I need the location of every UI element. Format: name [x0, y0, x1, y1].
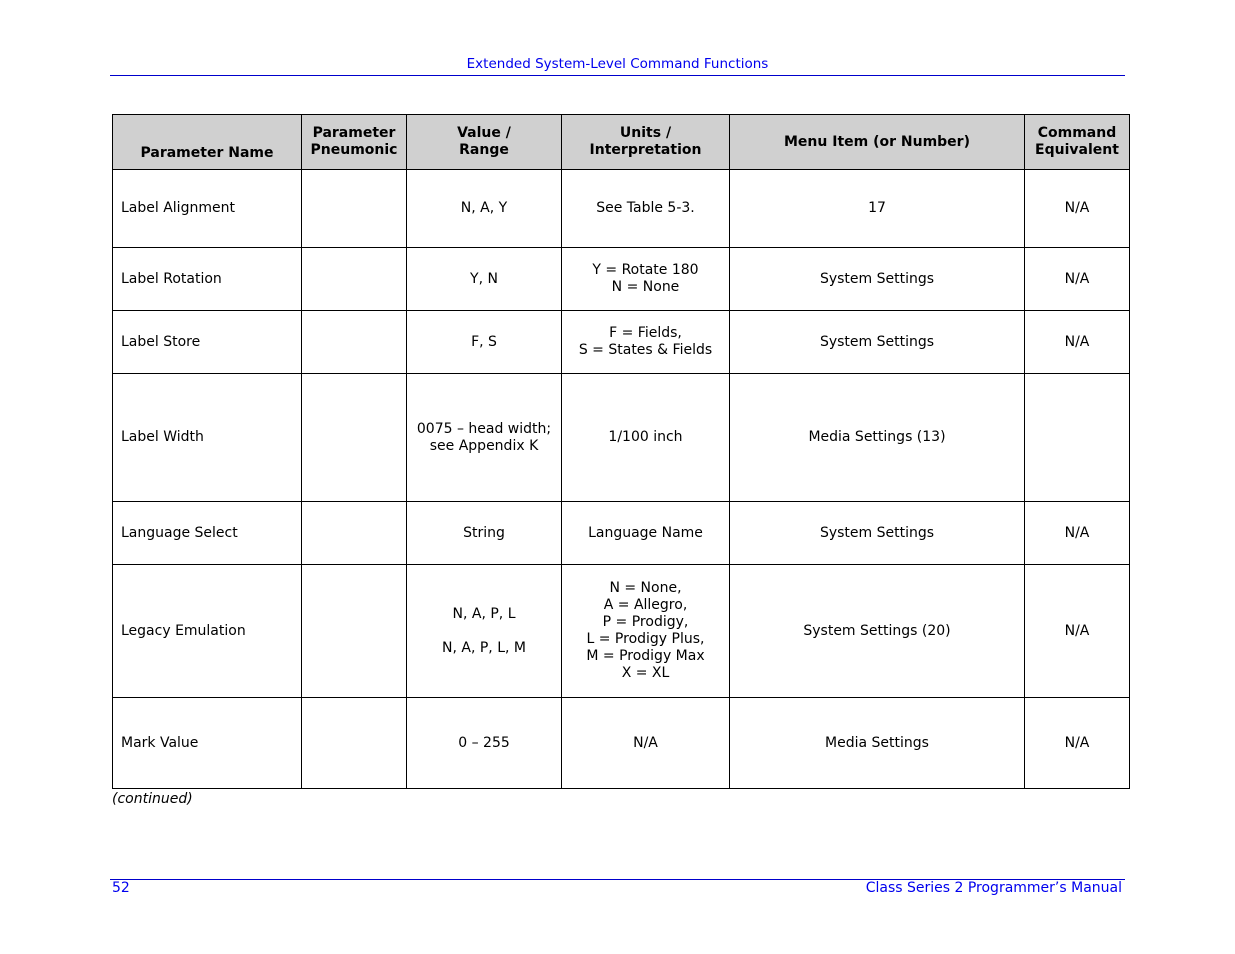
parameter-name-cell: Label Rotation — [113, 248, 302, 311]
column-header-units-interpretation: Units / Interpretation — [562, 115, 730, 170]
value-range-cell — [407, 565, 562, 698]
column-header-parameter-name: Parameter Name — [113, 115, 302, 170]
command-equivalent-cell: N/A — [1025, 502, 1130, 565]
column-header-menu-item: Menu Item (or Number) — [730, 115, 1025, 170]
table-row — [113, 248, 1130, 311]
value-range-cell: F, S — [407, 311, 562, 374]
page-number: 52 — [112, 880, 130, 896]
units-interpretation-cell: See Table 5-3. — [562, 170, 730, 248]
command-equivalent-cell: N/A — [1025, 698, 1130, 789]
table-row — [113, 374, 1130, 502]
column-header-command-equivalent: Command Equivalent — [1025, 115, 1130, 170]
column-header-parameter-pneumonic: Parameter Pneumonic — [302, 115, 407, 170]
units-interpretation-cell: N/A — [562, 698, 730, 789]
parameter-pneumonic-cell — [302, 248, 407, 311]
menu-item-cell: 17 — [730, 170, 1025, 248]
units-interpretation-cell: Y = Rotate 180 N = None — [562, 248, 730, 311]
value-range-cell: 0075 – head width; see Appendix K — [407, 374, 562, 502]
parameter-name-cell: Mark Value — [113, 698, 302, 789]
value-range-cell: Y, N — [407, 248, 562, 311]
units-interpretation-cell: Language Name — [562, 502, 730, 565]
manual-title: Class Series 2 Programmer’s Manual — [865, 880, 1122, 896]
command-equivalent-cell — [1025, 374, 1130, 502]
value-range-cell: N, A, Y — [407, 170, 562, 248]
parameter-name-cell: Label Store — [113, 311, 302, 374]
units-interpretation-cell: 1/100 inch — [562, 374, 730, 502]
parameter-pneumonic-cell — [302, 374, 407, 502]
parameter-pneumonic-cell — [302, 311, 407, 374]
parameter-table — [112, 114, 1130, 789]
command-equivalent-cell: N/A — [1025, 565, 1130, 698]
table-header-row — [113, 115, 1130, 170]
menu-item-cell: Media Settings — [730, 698, 1025, 789]
menu-item-cell: System Settings — [730, 502, 1025, 565]
table-row — [113, 698, 1130, 789]
table-row — [113, 565, 1130, 698]
value-range-line: N, A, P, L, M — [442, 639, 526, 656]
continued-note: (continued) — [112, 791, 193, 807]
running-header: Extended System-Level Command Functions — [466, 56, 769, 72]
units-interpretation-cell: F = Fields, S = States & Fields — [562, 311, 730, 374]
table-row — [113, 311, 1130, 374]
column-header-value-range: Value / Range — [407, 115, 562, 170]
table-row — [113, 502, 1130, 565]
parameter-name-cell: Language Select — [113, 502, 302, 565]
command-equivalent-cell: N/A — [1025, 248, 1130, 311]
command-equivalent-cell: N/A — [1025, 170, 1130, 248]
command-equivalent-cell: N/A — [1025, 311, 1130, 374]
value-range-line: N, A, P, L — [452, 605, 516, 622]
units-interpretation-cell: N = None, A = Allegro, P = Prodigy, L = Prodigy Plus, M = Prodigy Max X = XL — [562, 565, 730, 698]
parameter-pneumonic-cell — [302, 170, 407, 248]
value-range-cell: 0 – 255 — [407, 698, 562, 789]
parameter-name-cell: Label Alignment — [113, 170, 302, 248]
header-divider — [110, 75, 1125, 76]
line-gap — [413, 623, 555, 640]
parameter-pneumonic-cell — [302, 698, 407, 789]
value-range-cell: String — [407, 502, 562, 565]
table-row — [113, 170, 1130, 248]
menu-item-cell: System Settings — [730, 311, 1025, 374]
menu-item-cell: System Settings (20) — [730, 565, 1025, 698]
parameter-name-cell: Legacy Emulation — [113, 565, 302, 698]
parameter-pneumonic-cell — [302, 502, 407, 565]
menu-item-cell: System Settings — [730, 248, 1025, 311]
parameter-pneumonic-cell — [302, 565, 407, 698]
menu-item-cell: Media Settings (13) — [730, 374, 1025, 502]
parameter-name-cell: Label Width — [113, 374, 302, 502]
